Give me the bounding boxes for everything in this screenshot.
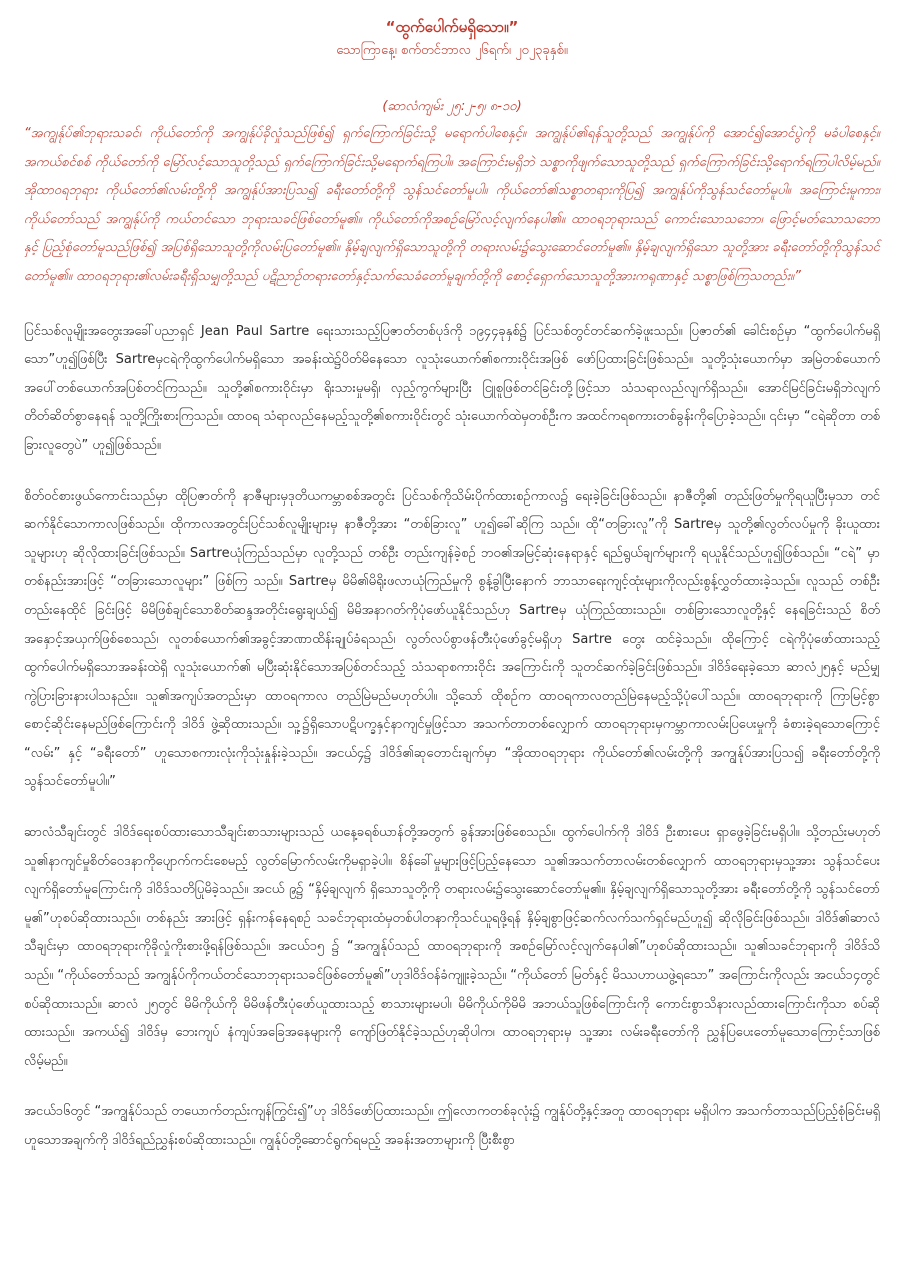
body-paragraph-3: ဆာလံသီချင်းတွင် ဒါဝိဒ်ရေးစပ်ထားသောသီချင်းစာသားများသည် ယနေ့ခရစ်ယာန်တို့အတွက် ခွန်အားဖြစ်စေသည်။ ထွက်ပေါက်ကို ဒါဝိဒ် ဦးစားပေး ရှာဖွေခဲ့ခြင်းမရှိပါ။ သို့တည်းမဟုတ် သူ၏နာကျင်မှုစိတ်ဝေဒနာကိုပျောက်ကင်းစေမည့် လွတ်မြောက်လမ်းကိုမရှာခဲ့ပါ။ စိန်ခေါ်မှုများဖြင့်ပြည့်နေသော သူ၏အသက်တာလမ်းတစ်လျှောက် ထာဝရဘုရားမှသူ့အား သွန်သင်ပေးလျက်ရှိတော်မူကြောင်းကို ဒါဝိဒ်သတိပြုမိခဲ့သည်။ အငယ် ၉၌ “နှိမ့်ချလျက် ရှိသောသူတို့ကို တရားလမ်း၌သွေးဆောင်တော်မူ၏။ နှိမ့်ချလျက်ရှိသောသူတို့အား ခရီးတော်တို့ကို သွန်သင်တော်မူ၏”ဟုစပ်ဆိုထားသည်။ တစ်နည်း အားဖြင့် ရှန်းကန်နေရစဉ် သခင်ဘုရားထံမှတစ်ပါတနာကိုသင်ယူရဖို့ရန် နှိမ့်ချစွာဖြင့်ဆက်လက်သက်ရှင်မည်ဟူ၍ ဆိုလိုခြင်းဖြစ်သည်။ ဒါဝိဒ်၏ဆာလံ သီချင်းမှာ ထာဝရဘုရားကိုခိုလှုံကိုးစားဖို့ရန်ဖြစ်သည်။ အငယ်၁၅ ၌ “အကျွန်ုပ်သည် ထာဝရဘုရားကို အစဉ်မြော်လင့်လျက်နေပါ၏”ဟုစပ်ဆိုထားသည်။ သူ၏သခင်ဘုရားကို ဒါဝိဒ်သိသည်။ “ကိုယ်တော်သည် အကျွန်ုပ်ကိုကယ်တင်သောဘုရားသခင်ဖြစ်တော်မူ၏”ဟုဒါဝိဒ်ဝန်ခံကျူးခဲ့သည်။ “ကိုယ်တော် မြတ်နှင့် မိဿဟာယဖွဲ့ရသော” အကြောင်းကိုလည်း အငယ်၁၄တွင် စပ်ဆိုထားသည်။ ဆာလံ ၂၅တွင် မိမိကိုယ်ကို မိမိဖန်တီးပုံဖော်ယူထားသည့် စာသားများမပါ၊ မိမိကိုယ်ကိုမိမိ အဘယ်သူဖြစ်ကြောင်းကို ကောင်းစွာသိနားလည်ထားကြောင်းကိုသာ စပ်ဆိုထားသည်။ အကယ်၍ ဒါဝိဒ်မှ ဘေးကျပ် နံကျပ်အခြေအနေများကို ကျော်ဖြတ်နိုင်ခဲ့သည်ဟုဆိုပါက၊ ထာဝရဘုရားမှ သူ့အား လမ်းခရီးတော်ကို ညွှန်ပြပေးတော်မူသောကြောင့်သာဖြစ်လိမ့်မည်။ bbox=[24, 825, 880, 1069]
scripture-quote: “အကျွန်ုပ်၏ဘုရားသခင်၊ ကိုယ်တော်ကို အကျွန်ုပ်ခိုလှုံသည်ဖြစ်၍ ရှက်ကြောက်ခြင်းသို့ မရောက်ပါစေနှင့်။ အကျွန်ုပ်၏ရန်သူတို့သည် အကျွန်ုပ်ကို အောင်၍အောင်ပွဲကို မခံပါစေနှင့်။ အကယ်စင်စစ် ကိုယ်တော်ကို မြော်လင့်သောသူတို့သည် ရှက်ကြောက်ခြင်းသို့မရောက်ရကြပါ။ အကြောင်းမရှိဘဲ သစ္စာကိုဖျက်သောသူတို့သည် ရှက်ကြောက်ခြင်းသို့ရောက်ရကြပါလိမ့်မည်။ အိုထာဝရဘုရား ကိုယ်တော်၏လမ်းတို့ကို အကျွန်ုပ်အားပြသ၍ ခရီးတော်တို့ကို သွန်သင်တော်မူပါ။ ကိုယ်တော်၏သစ္စာတရားကိုပြ၍ အကျွန်ုပ်ကိုသွန်သင်တော်မူပါ။ အကြောင်းမူကား၊ ကိုယ်တော်သည် အကျွန်ုပ်ကို ကယ်တင်သော ဘုရားသခင်ဖြစ်တော်မူ၏။ ကိုယ်တော်ကိုအစဉ်မြော်လင့်လျက်နေပါ၏။ ထာဝရဘုရားသည် ကောင်းသောသဘော၊ ဖြောင့်မတ်သောသဘောနှင့် ပြည့်စုံတော်မူသည်ဖြစ်၍ အပြစ်ရှိသောသူတို့ကိုလမ်းပြတော်မူ၏။ နှိမ့်ချလျက်ရှိသောသူတို့ကို တရားလမ်း၌သွေးဆောင်တော်မူ၏။ နှိမ့်ချလျက်ရှိသော သူတို့အား ခရီးတော်တို့ကိုသွန်သင်တော်မူ၏။ ထာဝရဘုရား၏လမ်းခရီးရှိသမျှတို့သည် ပဋိညာဉ်တရားတော်နှင့်သက်သေခံတော်မူချက်တို့ကို စောင့်ရှောက်သောသူတို့အားကရုဏာနှင့် သစ္စာဖြစ်ကြသတည်း။” bbox=[24, 126, 880, 284]
date-line: သောကြာနေ့၊ စက်တင်ဘာလ ၂၆ရက်၊ ၂၀၂၃ခုနှစ်။ bbox=[336, 43, 568, 58]
body-paragraph-4: အငယ်၁၆တွင် “အကျွန်ုပ်သည် တယောက်တည်းကျန်ကြွင်း၍”ဟု ဒါဝိဒ်ဖော်ပြထားသည်။ ဤလောကတစ်ခုလုံး၌ ကျွန်ုပ်တို့နှင့်အတူ ထာဝရဘုရား မရှိပါက အသက်တာသည်ပြည့်စုံခြင်းမရှိဟူသောအချက်ကို ဒါဝိဒ်ရည်ညွှန်းစပ်ဆိုထားသည်။ ကျွန်ုပ်တို့ဆောင်ရွက်ရမည့် အခန်းအတာများကို ပြီးစီးစွာ bbox=[24, 1104, 880, 1148]
devotional-title: “ထွက်ပေါက်မရှိသော။” bbox=[385, 18, 519, 36]
scripture-reference: (ဆာလံကျမ်း ၂၅:၂-၅၊ ၈-၁၀) bbox=[382, 99, 522, 114]
body-paragraph-2: စိတ်ဝင်စားဖွယ်ကောင်းသည်မှာ ထိုပြဇာတ်ကို နာဇီများမှဒုတိယကမ္ဘာစစ်အတွင်း ပြင်သစ်ကိုသိမ်းပိုက်ထားစဉ်ကာလ၌ ရေးခဲ့ခြင်းဖြစ်သည်။ နာဇီတို့၏ တည်းဖြတ်မှုကိုရယူပြီးမှသာ တင်ဆက်နိုင်သောကာလဖြစ်သည်။ ထိုကာလအတွင်းပြင်သစ်လူမျိုးများမှ နာဇီတို့အား “တစ်ခြားလူ” ဟူ၍ခေါ်ဆိုကြ သည်။ ထို“တခြားလူ”ကို Sartreမှ သူတို့၏လွတ်လပ်မှုကို ခိုးယူထားသူများဟု ဆိုလိုထားခြင်းဖြစ်သည်။ Sartreယုံကြည်သည်မှာ လူတို့သည် တစ်ဦး တည်းကျန်ခဲ့စဉ် ဘဝ၏အမြင့်ဆုံးနေရာနှင့် ရည်ရွယ်ချက်များကို ရယူနိုင်သည်ဟူ၍ဖြစ်သည်။ “ငရဲ” မှာ တစ်နည်းအားဖြင့် “တခြားသောလူများ” ဖြစ်ကြ သည်။ Sartreမှ မိမိ၏မိရိုးဖလာယုံကြည်မှုကို စွန့်ခွါပြီးနောက် ဘာသာရေးကျင့်ထုံးများကိုလည်းစွန့်လွှတ်ထားခဲ့သည်။ လူသည် တစ်ဦးတည်းနေထိုင် ခြင်းဖြင့် မိမိဖြစ်ချင်သောစိတ်ဆန္ဒအတိုင်းရွေးချယ်၍ မိမိအနာဂတ်ကိုပုံဖော်ယူနိုင်သည်ဟု Sartreမှ ယုံကြည်ထားသည်။ တစ်ခြားသောလူတို့နှင့် နေရခြင်းသည် စိတ်အနှောင့်အယှက်ဖြစ်စေသည်၊ လူတစ်ယောက်၏အခွင့်အာဏာထိန်းချုပ်ခံရသည်၊ လွတ်လပ်စွာဖန်တီးပုံဖော်ခွင့်မရှိဟု Sartre တွေး ထင်ခဲ့သည်။ ထိုကြောင့် ငရဲကိုပုံဖော်ထားသည့် ထွက်ပေါက်မရှိသောအခန်းထဲရှိ လူသုံးယောက်၏ မပြီးဆုံးနိုင်သောအပြစ်တင်သည့် သံသရာစကားဝိုင်း အကြောင်းကို သူတင်ဆက်ခဲ့ခြင်းဖြစ်သည်။ ဒါဝိဒ်ရေးခဲ့သော ဆာလံ၂၅နှင့် မည်မျှကွဲပြားခြားနားပါသနည်း။ သူ၏အကျပ်အတည်းမှာ ထာဝရကာလ တည်မြဲမည်မဟုတ်ပါ။ သို့သော် ထိုစဉ်က ထာဝရကာလတည်မြဲနေမည့်သို့ပုံပေါ်သည်။ ထာဝရဘုရားကို ကြာမြင့်စွာစောင့်ဆိုင်းနေမည်ဖြစ်ကြောင်းကို ဒါဝိဒ် ဖွဲ့ဆိုထားသည်။ သူ့၌ရှိသောပဋိပက္ခနှင့်နာကျင်မှုဖြင့်သာ အသက်တာတစ်လျှောက် ထာဝရဘုရားမှကမ္ဘာကာလမ်းပြပေးမှုကို ခံစားခဲ့ရသောကြောင့် “လမ်း” နှင့် “ခရီးတော်” ဟူသောစကားလုံးကိုသုံးနှုန်းခဲ့သည်။ အငယ်၄၌ ဒါဝိဒ်၏ဆုတောင်းချက်မှာ “အိုထာဝရဘုရား ကိုယ်တော်၏လမ်းတို့ကို အကျွန်ုပ်အားပြသ၍ ခရီးတော်တို့ကို သွန်သင်တော်မူပါ။” bbox=[24, 488, 880, 790]
body-paragraph-1: ပြင်သစ်လူမျိုးအတွေးအခေါ်ပညာရှင် Jean Paul Sartre ရေးသားသည့်ပြဇာတ်တစ်ပုဒ်ကို ၁၉၄၄ခုနှစ်၌ ပြင်သစ်တွင်တင်ဆက်ခဲ့ဖူးသည်။ ပြဇာတ်၏ ခေါင်းစဉ်မှာ “ထွက်ပေါက်မရှိသော”ဟူ၍ဖြစ်ပြီး Sartreမှငရဲကိုထွက်ပေါက်မရှိသော အခန်းထဲ၌ပိတ်မိနေသော လူသုံးယောက်၏စကားဝိုင်းအဖြစ် ဖော်ပြထားခြင်းဖြစ်သည်။ သူတို့သုံးယောက်မှာ အမြဲတစ်ယောက်အပေါ်တစ်ယောက်အပြစ်တင်ကြသည်။ သူတို့၏စကားဝိုင်းမှာ ရိုးသားမှုမရှိ၊ လှည့်ကွက်များပြီး ငြူစူဖြစ်တင်ခြင်းတို့ဖြင့်သာ သံသရာလည်လျက်ရှိသည်။ အောင်မြင်ခြင်းမရှိဘဲလျက် တိတ်ဆိတ်စွာနေရန် သူတို့ကြိုးစားကြသည်။ ထာဝရ သံရာလည်နေမည့်သူတို့၏စကားဝိုင်းတွင် သုံးယောက်ထဲမှတစ်ဦးက အထင်ကရစကားတစ်ခွန်းကိုပြောခဲ့သည်။ ၎င်းမှာ “ငရဲဆိုတာ တစ်ခြားလူတွေပဲ” ဟူ၍ဖြစ်သည်။ bbox=[24, 323, 880, 453]
